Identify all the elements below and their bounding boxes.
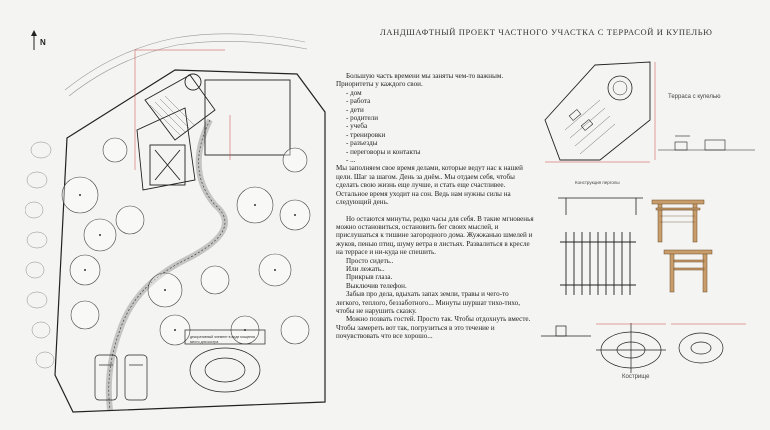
- list-item: - дети: [346, 106, 534, 114]
- pergola-label: Конструкция перголы: [575, 180, 620, 185]
- list-item: - дом: [346, 89, 534, 97]
- pergola-drawing: [548, 180, 723, 305]
- house-building: [137, 74, 290, 190]
- plan-note-2: место для костра: [190, 340, 219, 344]
- list-item: - разъезды: [346, 139, 534, 147]
- list-item: - тренировки: [346, 131, 534, 139]
- tree-row: [25, 142, 54, 368]
- list-item: - переговоры и контакты: [346, 148, 534, 156]
- north-arrow-icon: [31, 30, 37, 50]
- paragraph-4: Забыв про дела, вдыхать запах земли, травы и чего-то легкого, теплого, беззаботного... Минуты шуршат тихо-тихо, чтобы не нарушить сказку.: [336, 290, 521, 315]
- site-plan: [25, 30, 330, 425]
- line-2: Или лежать..: [346, 264, 385, 273]
- page-title: ЛАНДШАФТНЫЙ ПРОЕКТ ЧАСТНОГО УЧАСТКА С ТЕРРАСОЙ И КУПЕЛЬЮ: [380, 27, 713, 37]
- list-item: - работа: [346, 97, 534, 105]
- description-text: [336, 72, 534, 341]
- garden-trees: [62, 138, 310, 345]
- firepit-label: Кострище: [622, 374, 650, 380]
- plan-note-1: декоративный элемент в виде мощения: [190, 335, 256, 339]
- firepit-drawing: [536, 318, 761, 418]
- line-1: Просто сидеть..: [346, 256, 394, 265]
- paragraph-3: Но остаются минуты, редко часы для себя. В такие мгновенья можно остановиться, остановить бег своих мыслей, и прислушаться к тишине загородного дома. Жужжанью шмелей и жуков, пенью птиц, шуму ветра в листьях. Развалиться в кресле на террасе и ни-куда не спешить.: [336, 214, 534, 257]
- line-4: Выключив телефон.: [346, 281, 407, 290]
- dimension-lines: [135, 50, 230, 170]
- line-3: Прикрыв глаза.: [346, 273, 393, 282]
- paragraph-5: Можно позвать гостей. Просто так. Чтобы отдохнуть вместе. Чтобы замереть вот так, погрузиться в это течение и почувствовать что все хорошо...: [336, 315, 531, 341]
- terrace-label: Терраса с купелью: [668, 94, 721, 100]
- terrace-drawing: [540, 50, 765, 175]
- list-item: - родители: [346, 114, 534, 122]
- garden-path: [109, 120, 225, 410]
- north-label: N: [40, 38, 46, 47]
- parking-cars: [95, 355, 147, 400]
- priority-list: [336, 89, 534, 165]
- list-item: - ...: [346, 156, 534, 164]
- paragraph-2: Мы заполняем свое время делами, которые ведут нас к нашей цели. Шаг за шагом. День за днём.. Мы отдаем себя, чтобы сделать свою жизнь еще лучше, и стать еще счастливее. Остальное время уходит на сон. Ведь нам нужны силы на следующий день.: [336, 164, 523, 207]
- list-item: - учеба: [346, 122, 534, 130]
- paragraph-1: Большую часть времени мы заняты чем-то важным. Приоритеты у каждого свои.: [336, 72, 504, 89]
